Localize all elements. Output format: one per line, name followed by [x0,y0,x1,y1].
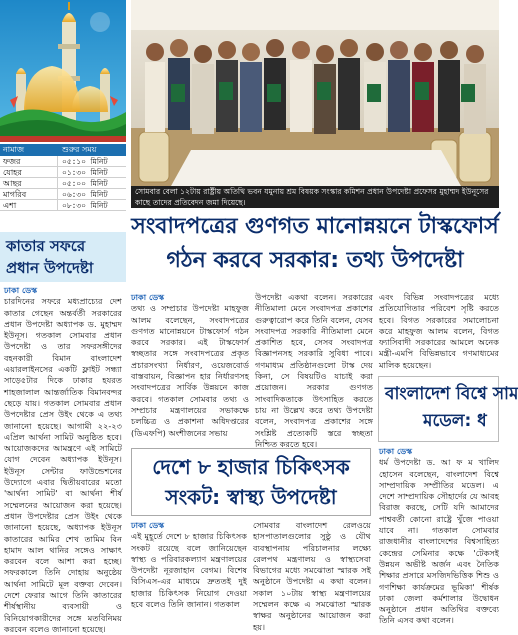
left-column [0,0,126,634]
prayer-name: যোহর [0,167,58,177]
prayer-table-header [0,144,126,156]
doctor-story-text-2: সোমবার বাংলাদেশ রেলওয়ে হাসপাতালগুলোর সুষ্ঠু ও যৌথ ব্যবস্থাপনায় পরিচালনার লক্ষ্যে রেলপথ মন্ত্রণালয় ও স্বাস্থ্যসেবা বিভাগের মধ্যে সমঝোতা স্মারক সই অনুষ্ঠানে উপদেষ্টা এ কথা বলেন। সকাল ১০টায় স্বাস্থ্য মন্ত্রণালয়ের সম্মেলন কক্ষে এ সমঝোতা স্মারক স্বাক্ষর অনুষ্ঠানের আয়োজন করা হয়। [253,520,371,632]
group-photo-illustration [131,0,499,186]
prayer-row [0,167,126,178]
news-photo [131,0,499,186]
photo-caption: সোমবার বেলা ১২টায় রাষ্ট্রীয় অতিথি ভবন যমুনায় শ্রম বিষয়ক সংস্কার কমিশন প্রধান উপদেষ্টা প্রফেসর মুহাম্মদ ইউনূসের কাছে তাদের প্রতিবেদন জমা দিয়েছে। [131,186,499,208]
story-dateline: ঢাকা ডেস্ক [131,292,165,302]
mosque-illustration [0,0,126,142]
prayer-header-name: নামাজ [3,145,25,154]
prayer-name: ফজর [0,156,58,166]
doctor-story-column-1 [131,520,247,615]
qatar-visit-text: চারদিনের সফরে মধ্যপ্রাচ্যের দেশ কাতার গেছেন অন্তর্বর্তী সরকারের প্রধান উপদেষ্টা অধ্যাপক ড. মুহাম্মদ ইউনূস। গতকাল সোমবার প্রধান উপদেষ্টা ও তার সফরসঙ্গীদের বহনকারী বিমান বাংলাদেশ এয়ারলাইনসের একটি ফ্লাইট সন্ধ্যা সাড়ে৫টার দিকে ঢাকার হযরত শাহজালাল আন্তর্জাতিক বিমানবন্দর ছেড়ে যায়। গতকাল সোমবার প্রধান উপদেষ্টার প্রেস উইং থেকে এ তথ্য জানানো হয়েছে। আগামী ২২-২৩ এপ্রিল আর্থনা সামিট অনুষ্ঠিত হবে। আয়োজকদের আমন্ত্রণে এই সামিটে যোগ দেবেন অধ্যাপক ইউনূস। ইউনূস সেন্টার ফাউন্ডেশনের উদ্যোগে এবার দ্বিতীয়বারের মতো 'আর্থনা সামিট' বা আর্থনা শীর্ষ সম্মেলনের আয়োজন করা হয়েছে। প্রধান উপদেষ্টার প্রেস উইং থেকে জানানো হয়েছে, অধ্যাপক ইউনূস কাতারের আমির শেখ তামিম বিন হামাদ আল থানির সঙ্গেও সাক্ষাৎ করবেন বলে আশা করা হচ্ছে। সফরকালে তিনি দোহায় অনুষ্ঠেয় আর্থনা সামিটে মূল বক্তব্য দেবেন। দেশে ফেরার আগে তিনি কাতারের শীর্ষস্থানীয় ব্যবসায়ী ও বিনিয়োগকারীদের সঙ্গে মতবিনিময় করবেন বলেও জানানো হয়েছে। [4,296,122,634]
newspaper-logo-image [0,0,126,142]
prayer-times-table [0,144,126,211]
main-story-column-1 [131,292,249,446]
qatar-visit-headline: কাতার সফরে প্রধান উপদেষ্টা [0,232,126,282]
doctor-headline-line1: দেশে ৮ হাজার চিকিৎসক [152,455,350,479]
prayer-name: আছর [0,178,58,188]
prayer-name: এশা [0,200,58,210]
main-headline [131,210,499,286]
religion-headline-line2: মডেল: ধ [423,411,487,431]
qatar-visit-story [0,232,126,635]
main-story-column-3 [379,292,499,372]
qatar-visit-body [0,282,126,635]
story-dateline: ঢাকা ডেস্ক [379,446,413,456]
story-dateline: ঢাকা ডেস্ক [131,520,165,530]
prayer-time: ০৬:৩০ মিনিট [62,190,108,199]
doctor-story-column-2 [253,520,371,632]
prayer-time: ০১:৩০ মিনিট [62,168,108,177]
prayer-time: ০৫:০০ মিনিট [62,179,108,188]
prayer-time: ০৮:৩০ মিনিট [62,201,108,210]
doctor-shortage-headline [131,448,371,516]
prayer-time: ০৫:১০ মিনিট [62,157,108,166]
prayer-row [0,178,126,189]
main-story-text-1: তথ্য ও সম্প্রচার উপদেষ্টা মাহফুজ আলম বলেছেন, সংবাদপত্রের গুণগত মানোন্নয়নে টাস্কফোর্স গঠন করবে সরকার। এই টাস্কফোর্স স্বচ্ছতার সঙ্গে সংবাদপত্রের প্রকৃত প্রচারসংখ্যা নির্ধারণ, ওয়েজবোর্ড বাস্তবায়ন, বিজ্ঞাপন হার নির্ধারণসহ সংবাদপত্রের সার্বিক উন্নয়নে কাজ করবে। গতকাল সোমবার তথ্য ও সম্প্রচার মন্ত্রণালয়ের সভাকক্ষে চলচ্চিত্র ও প্রকাশনা অধিদপ্তরের (ডিএফপি) অংশীজনের সভায় [131,303,249,438]
main-story-text-2: উপদেষ্টা একথা বলেন। সরকারের নীতিমালা মেনে সংবাদপত্র প্রকাশের গুরুত্বারোপ করে তিনি বলেন, যেসব সংবাদপত্র সরকারি নীতিমালা মেনে প্রকাশিত হবে, সেসব সংবাদপত্র বিজ্ঞাপনসহ সরকারি সুবিধা পাবে। গণমাধ্যম প্রতিষ্ঠানগুলো টাস্ক দেয় কিনা, সে বিষয়টিও যাচাই করা প্রয়োজন। সরকার গুণগত সাংবাদিকতাকে উৎসাহিত করতে চায় না উল্লেখ করে তথ্য উপদেষ্টা বলেন, সংবাদপত্র প্রকাশের সঙ্গে সংশ্লিষ্ট প্রত্যেকটি স্তরে স্বচ্ছতা নিশ্চিত করতে হবে। [255,292,373,449]
main-headline-line2: গঠন করবে সরকার: তথ্য উপদেষ্টা [166,248,464,273]
main-headline-line1: সংবাদপত্রের গুণগত মানোন্নয়নে টাস্কফোর্স [131,214,499,239]
prayer-header-time: শুরুর সময় [62,145,97,154]
prayer-row [0,156,126,167]
religion-headline-line1: বাংলাদেশ বিশ্বে সাম [385,384,518,404]
doctor-headline-line2: সংকট: স্বাস্থ্য উপদেষ্টা [165,485,337,509]
story-dateline: ঢাকা ডেস্ক [4,285,38,295]
religion-story-headline [378,376,518,442]
main-story-column-2 [255,292,373,449]
prayer-name: মাগরিব [0,189,58,199]
prayer-row [0,189,126,200]
religion-story-text: ধর্ম উপদেষ্টা ড. আ ফ ম খালিদ হোসেন বলেছেন, বাংলাদেশ বিশ্বে সাম্প্রদায়িক সম্প্রীতির মডেল। এ দেশে সাম্প্রদায়িক সৌহার্দের যে আবহ বিরাজ করছে, সেটি যদি আমাদের পাশ্ববর্তী কোনো রাষ্ট্রে খুঁজে পাওয়া যাবে না। গতকাল সোমবার রাজধানীর বাংলাদেশের বিশ্বসাহিত্য কেন্দ্রের সেমিনার কক্ষে 'টেকসই উন্নয়ন অভীষ্ট অর্জন এবং নৈতিক শিক্ষার প্রসারে মসজিদভিত্তিক শিশু ও গণশিক্ষা কার্যক্রমের ভূমিকা' শীর্ষক ঢাকা জেলা কর্মশালার উদ্বোধন অনুষ্ঠানে প্রধান অতিথির বক্তব্যে তিনি এসব কথা বলেন। [379,457,499,626]
doctor-story-text-1: এই মুহূর্তে দেশে ৮ হাজার চিকিৎসক সংকট রয়েছে বলে জানিয়েছেন স্বাস্থ্য ও পরিবারকল্যাণ মন্ত্রণালয়ের উপদেষ্টা নূরজাহান বেগম। বিশেষ বিসিএস-এর মাধ্যমে দ্রুততই দুই হাজার চিকিৎসক নিয়োগ দেওয়া হবে বলেও তিনি জানান। গতকাল [131,531,247,610]
religion-story-body [379,446,499,626]
prayer-row [0,200,126,211]
main-story-text-3: এবং বিভিন্ন সংবাদপত্রের মধ্যে প্রতিযোগিতার পরিবেশ সৃষ্টি করতে হবে। বিগত সরকারের সমালোচনা করে মাহফুজ আলম বলেন, বিগত ফ্যাসিবাদী সরকারের আমলে অনেক মন্ত্রী-এমপি বিভিন্নভাবে গণমাধ্যমের মালিক হয়েছেন। [379,292,499,370]
